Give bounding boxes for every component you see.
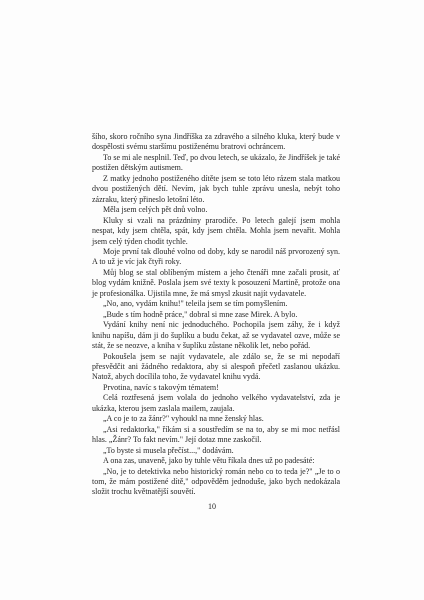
paragraph: Vydání knihy není nic jednoduchého. Pochopila jsem záhy, že i když knihu napíšu, dám ji do šuplíku a budu čekat, až se vydavatel ozve, může se stát, že se neozve, a kniha v šuplíku zůstane několik let, nebo pořád. xyxy=(92,320,340,351)
paragraph: Moje první tak dlouhé volno od doby, kdy se narodil náš prvorozený syn. A to už je víc jak čtyři roky. xyxy=(92,246,340,267)
paragraph: Můj blog se stal oblíbeným místem a jeho čtenáři mne začali prosit, ať blog vydám knižně. Poslala jsem své texty k posouzení Martině, protože ona je profesionálka. Ujistila mne, že má smysl zkusit najít vydavatele. xyxy=(92,267,340,298)
paragraph: „No, ano, vydám knihu!" teleila jsem se tím pomyšlením. xyxy=(103,299,288,309)
paragraph: „Asi redaktorka," říkám si a soustředím se na to, aby se mi moc netřásl hlas. „Žánr? To fakt nevím." Její dotaz mne zaskočil. xyxy=(92,424,340,445)
paragraph: „Bude s tím hodně práce," dobral si mne zase Mirek. A bylo. xyxy=(103,309,298,319)
paragraph: To se mi ale nesplnil. Teď, po dvou letech, se ukázalo, že Jindříšek je také postižen dětským autismem. xyxy=(92,152,340,173)
paragraph: „A co je to za žánr?" vyhoukl na mne ženský hlas. xyxy=(103,414,264,424)
paragraph: Z matky jednoho postiženého dítěte jsem se toto léto rázem stala matkou dvou postižených dětí. Nevím, jak bych tuhle zprávu unesla, nebýt toho zázraku, který přineslo letošní léto. xyxy=(92,173,340,204)
paragraph: „No, je to detektivka nebo historický román nebo co to teda je?" „Je to o tom, že mám postižené dítě," odpověděm jednoduše, jako bych nedokázala složit trochu květnatější souvětí. xyxy=(92,466,340,497)
paragraph: Prvotina, navíc s takovým tématem! xyxy=(103,382,219,392)
body-text xyxy=(92,132,340,498)
paragraph: A ona zas, unaveně, jako by tuhle větu říkala dnes už po padesáté: xyxy=(103,456,315,466)
paragraph: „To byste si musela přečíst...," dodávám. xyxy=(103,445,234,455)
paragraph: Pokoušela jsem se najít vydavatele, ale zdálo se, že se mi nepodaří přesvědčit ani žádného redaktora, aby si alespoň přečetl zaslanou ukázku. Natož, abych docílila toho, že vydavatel knihu vydá. xyxy=(92,351,340,382)
paragraph: Měla jsem celých pět dnů volno. xyxy=(103,205,208,215)
paragraph: Celá roztřesená jsem volala do jednoho velkého vydavatelství, zda je ukázka, kterou jsem zaslala mailem, zaujala. xyxy=(92,393,340,413)
paragraph: Kluky si vzali na prázdniny prarodiče. Po letech galejí jsem mohla nespat, kdy jsem chtěla, spát, kdy jsem chtěla. Mohla jsem nevařit. Mohla jsem celý týden chodit tychle. xyxy=(92,215,340,246)
page-number: 10 xyxy=(208,502,216,511)
paragraph: šího, skoro ročního syna Jindříška za zdravého a silného kluka, který bude v dospělosti svému staršímu postiženému bratrovi ochráncem. xyxy=(92,132,340,152)
